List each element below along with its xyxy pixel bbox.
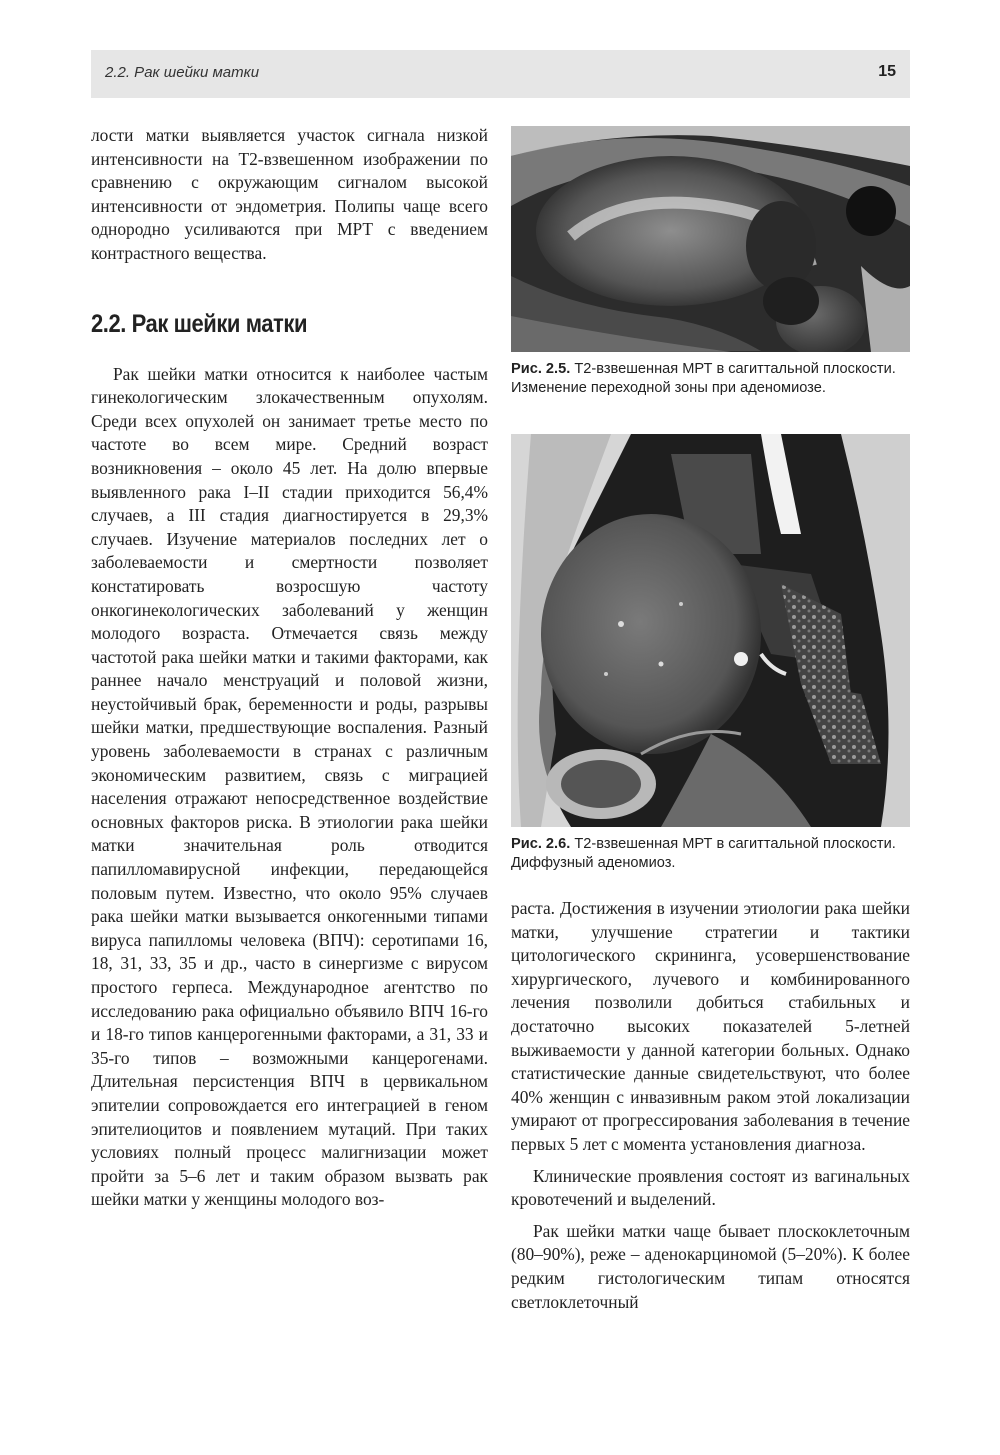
running-header xyxy=(91,50,910,98)
mri-image-fig-2-5 xyxy=(511,126,910,352)
right-paragraph-2: Клинические проявления состоят из вагинальных кровотечений и выделений. xyxy=(511,1165,910,1210)
left-column xyxy=(91,124,488,1212)
figure-2-5-label: Рис. 2.5. xyxy=(511,361,571,377)
intro-paragraph: лости матки выявляется участок сигнала низкой интенсивности на Т2-взвешенном изображении по сравнению с окружающим сигналом высокой интенсивности от эндометрия. Полипы чаще всего однородно усиливаются при МРТ с введением контрастного вещества. xyxy=(91,125,488,263)
running-title: 2.2. Рак шейки матки xyxy=(105,64,260,81)
figure-2-5 xyxy=(511,126,910,398)
figure-2-6 xyxy=(511,434,910,873)
right-column xyxy=(511,897,910,1314)
figure-2-6-label: Рис. 2.6. xyxy=(511,836,571,852)
mri-image-fig-2-6 xyxy=(511,434,910,827)
right-paragraph-3: Рак шейки матки чаще бывает плоскоклеточным (80–90%), реже – аденокарциномой (5–20%). К более редким гистологическим типам относятся светлоклеточный xyxy=(511,1220,910,1312)
page-number: 15 xyxy=(878,63,896,80)
figure-2-6-caption xyxy=(511,835,910,873)
figure-2-5-caption xyxy=(511,360,910,398)
figure-2-5-text: Т2-взвешенная МРТ в сагиттальной плоскости. Изменение переходной зоны при аденомиозе. xyxy=(511,361,896,396)
section-heading: 2.2. Рак шейки матки xyxy=(91,309,308,338)
right-paragraph-1: раста. Достижения в изучении этиологии рака шейки матки, улучшение стратегии и тактики цитологического скрининга, усовершенствование хирургического, лучевого и комбинированного лечения позволили добиться стабильных и достаточно высоких показателей 5-летней выживаемости у данной категории больных. Однако статистические данные свидетельствуют, что более 40% женщин с инвазивным раком этой локализации умирают от прогрессирования заболевания в течение первых 5 лет с момента установления диагноза. xyxy=(511,898,910,1154)
figure-2-6-text: Т2-взвешенная МРТ в сагиттальной плоскости. Диффузный аденомиоз. xyxy=(511,836,896,871)
section-paragraph: Рак шейки матки относится к наиболее частым гинекологическим злокачественным опухолям. Среди всех опухолей он занимает третье место по частоте во всем мире. Средний возраст возникновения – около 45 лет. На долю впервые выявленного рака I–II стадии приходится 56,4% случаев, а III стадия диагностируется в 29,3% случаев. Изучение материалов последних лет о заболеваемости и смертности позволяет констатировать возросшую частоту онкогинекологических заболеваний у женщин молодого возраста. Отмечается связь между частотой рака шейки матки и такими факторами, как раннее начало менструаций и половой жизни, неустойчивый брак, беременности и роды, разрывы шейки матки, предшествующие воспаления. Разный уровень заболеваемости в странах с различным экономическим развитием, связь с миграцией населения отражают непосредственное воздействие основных факторов риска. В этиологии рака шейки матки значительная роль отводится папилломавирусной инфекции, передающейся половым путем. Известно, что около 95% случаев рака шейки матки вызывается онкогенными типами вируса папилломы человека (ВПЧ): серотипами 16, 18, 31, 33, 35 и др., часто в синергизме с вирусом простого герпеса. Международное агентство по исследованию рака официально объявило ВПЧ 16-го и 18-го типов канцерогенными факторами, а 31, 33 и 35-го типов – возможными канцерогенами. Длительная персистенция ВПЧ в цервикальном эпителии сопровождается его интеграцией в геном эпителиоцитов и появлением мутаций. При таких условиях полный процесс малигнизации может пройти за 5–6 лет и таким образом вызвать рак шейки матки у женщины молодого воз- xyxy=(91,363,488,1210)
